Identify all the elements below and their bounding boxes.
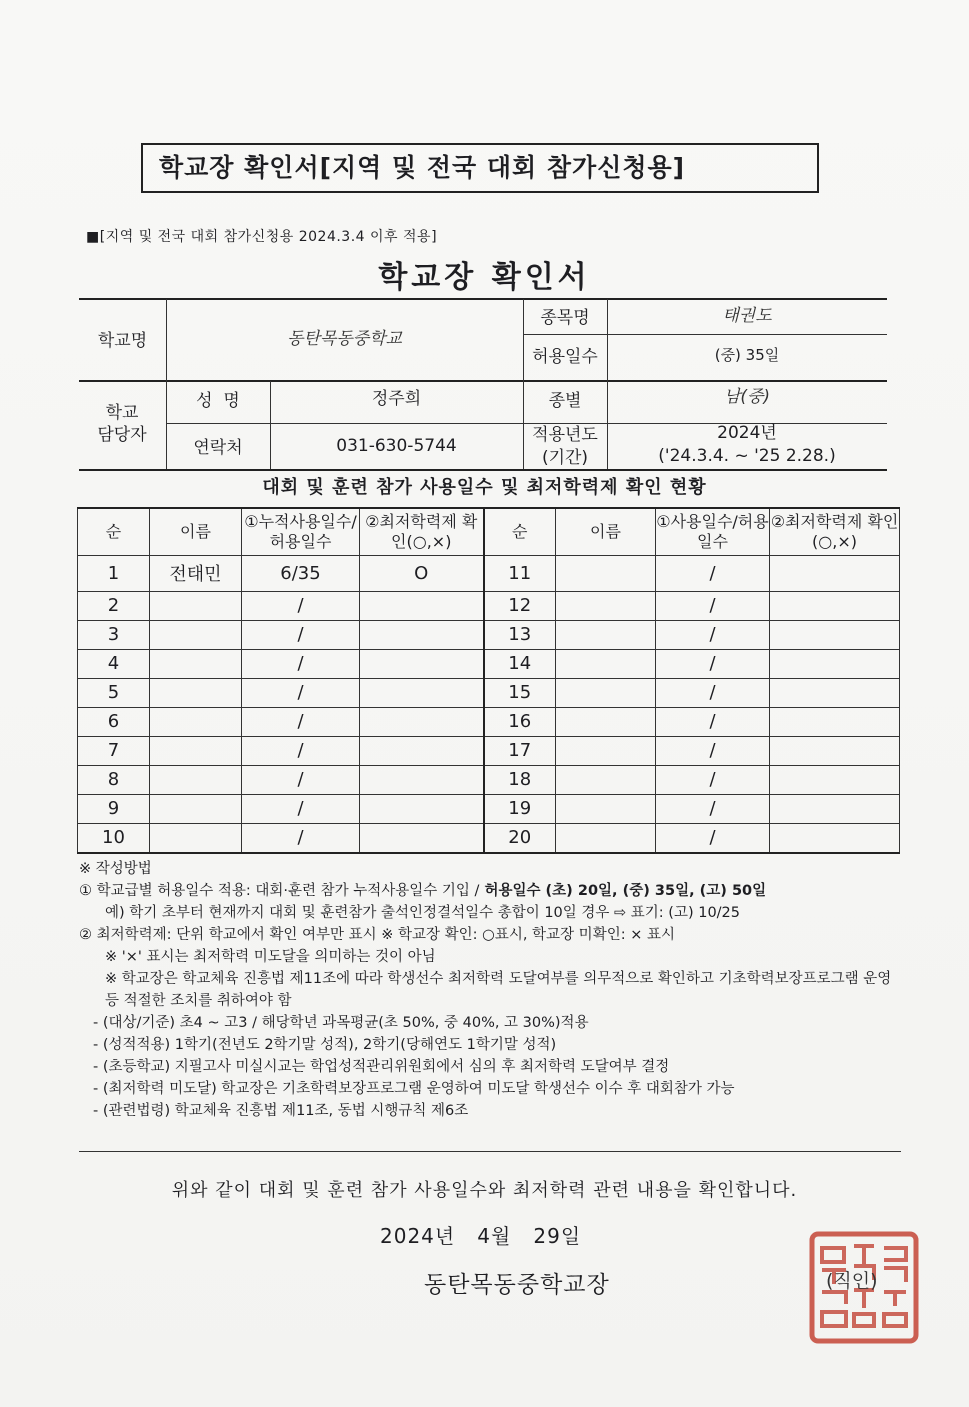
section-title: 대회 및 훈련 참가 사용일수 및 최저학력제 확인 현황 xyxy=(262,477,707,498)
row-seq: 11 xyxy=(484,556,556,592)
header-check: ②최저학력제 확인(○,×) xyxy=(360,508,484,556)
note-not-reached: - (최저학력 미도달) 학교장은 기초학력보장프로그램 운영하여 미도달 학생선수 이수 후 대회참가 가능 xyxy=(93,1081,735,1097)
header-name: 이름 xyxy=(150,508,242,556)
row-name xyxy=(556,620,656,649)
row-name xyxy=(556,591,656,620)
row-seq: 14 xyxy=(484,649,556,678)
row-days: / xyxy=(656,794,770,823)
usage-table xyxy=(77,507,900,854)
row-seq: 16 xyxy=(484,707,556,736)
row-check xyxy=(770,620,900,649)
row-days: / xyxy=(242,591,360,620)
row-days: / xyxy=(656,707,770,736)
row-name xyxy=(150,823,242,853)
row-name xyxy=(150,794,242,823)
note-principal-duty: ※ 학교장은 학교체육 진흥법 제11조에 따라 학생선수 최저학력 도달여부를 의무적으로 확인하고 기초학력보장프로그램 운영 등 적절한 조치를 취하여야 함 xyxy=(105,971,892,1009)
sport-label: 종목명 xyxy=(540,308,590,328)
row-check xyxy=(360,649,484,678)
note-text: ① 학교급별 허용일수 적용: 대회·훈련 참가 누적사용일수 기입 / xyxy=(79,883,480,899)
note-x-mark: ※ '×' 표시는 최저학력 미도달을 의미하는 것이 아님 xyxy=(105,949,436,965)
note-target: - (대상/기준) 초4 ~ 고3 / 해당학년 과목평균(초 50%, 중 40%, 고 30%)적용 xyxy=(93,1015,589,1031)
row-days: / xyxy=(656,736,770,765)
year-label-period: (기간) xyxy=(541,448,589,468)
row-days: 6/35 xyxy=(242,556,360,592)
table-row xyxy=(78,736,900,765)
row-days: / xyxy=(656,823,770,853)
row-check xyxy=(360,823,484,853)
row-name xyxy=(556,556,656,592)
row-check xyxy=(770,736,900,765)
row-seq: 20 xyxy=(484,823,556,853)
row-name xyxy=(556,823,656,853)
row-seq: 6 xyxy=(78,707,150,736)
row-days: / xyxy=(242,620,360,649)
table-row xyxy=(78,678,900,707)
row-name xyxy=(150,736,242,765)
row-name xyxy=(556,765,656,794)
row-days: / xyxy=(656,556,770,592)
note-bold-text: 허용일수 (초) 20일, (중) 35일, (고) 50일 xyxy=(479,883,767,899)
row-name xyxy=(150,620,242,649)
row-days: / xyxy=(242,678,360,707)
gender-value: 남(중) xyxy=(723,387,771,407)
row-check xyxy=(770,765,900,794)
gender-label: 종별 xyxy=(548,391,582,411)
row-name xyxy=(150,649,242,678)
row-name: 전태민 xyxy=(150,556,242,592)
row-days: / xyxy=(242,649,360,678)
row-days: / xyxy=(656,678,770,707)
table-row xyxy=(78,556,900,592)
contact-value: 031-630-5744 xyxy=(336,436,457,456)
row-seq: 9 xyxy=(78,794,150,823)
row-check xyxy=(360,678,484,707)
row-check xyxy=(360,591,484,620)
row-check xyxy=(770,794,900,823)
row-check xyxy=(770,823,900,853)
row-seq: 18 xyxy=(484,765,556,794)
row-check xyxy=(360,794,484,823)
note-min-grade: ② 최저학력제: 단위 학교에서 확인 여부만 표시 ※ 학교장 확인: ○표시, 학교장 미확인: × 표시 xyxy=(79,927,675,943)
allowed-days-value: (중) 35일 xyxy=(714,346,780,364)
school-value: 동탄목동중학교 xyxy=(287,329,402,349)
row-days: / xyxy=(242,736,360,765)
row-days: / xyxy=(242,765,360,794)
row-seq: 2 xyxy=(78,591,150,620)
row-name xyxy=(150,591,242,620)
row-days: / xyxy=(656,591,770,620)
row-name xyxy=(556,649,656,678)
manager-label: 학교 담당자 xyxy=(97,403,147,446)
contact-label: 연락처 xyxy=(193,438,243,458)
row-check xyxy=(360,620,484,649)
year-label: 적용년도 xyxy=(532,425,598,445)
row-check xyxy=(360,707,484,736)
row-days: / xyxy=(242,823,360,853)
note-example: 예) 학기 초부터 현재까지 대회 및 훈련참가 출석인정결석일수 총합이 10일 경우 ⇨ 표기: (고) 10/25 xyxy=(105,905,741,921)
row-check xyxy=(770,649,900,678)
table-row xyxy=(78,649,900,678)
row-days: / xyxy=(656,649,770,678)
row-check xyxy=(360,765,484,794)
table-row xyxy=(78,707,900,736)
row-name xyxy=(150,678,242,707)
header-days: ①누적사용일수/허용일수 xyxy=(242,508,360,556)
row-days: / xyxy=(242,707,360,736)
row-check xyxy=(770,556,900,592)
row-seq: 3 xyxy=(78,620,150,649)
note-allowed-days xyxy=(79,880,901,902)
document-subheading: ■[지역 및 전국 대회 참가신청용 2024.3.4 이후 적용] xyxy=(86,229,438,245)
year-value: 2024년 xyxy=(717,423,777,443)
row-seq: 12 xyxy=(484,591,556,620)
principal-name: 동탄목동중학교장 xyxy=(424,1272,610,1298)
seal-mark-text: (직인) xyxy=(826,1270,878,1292)
row-name xyxy=(556,678,656,707)
row-check: O xyxy=(360,556,484,592)
document-main-title: 학교장 확인서 xyxy=(378,260,591,295)
row-seq: 1 xyxy=(78,556,150,592)
row-seq: 19 xyxy=(484,794,556,823)
header-check: ②최저학력제 확인(○,×) xyxy=(770,508,900,556)
row-days: / xyxy=(242,794,360,823)
row-name xyxy=(556,794,656,823)
header-name: 이름 xyxy=(556,508,656,556)
table-row xyxy=(78,591,900,620)
name-value: 정주희 xyxy=(371,389,422,409)
row-seq: 8 xyxy=(78,765,150,794)
issue-date: 2024년 4월 29일 xyxy=(380,1224,582,1248)
sport-value: 태권도 xyxy=(722,306,772,326)
row-check xyxy=(770,591,900,620)
period-value: ('24.3.4. ~ '25 2.28.) xyxy=(658,446,836,466)
row-check xyxy=(770,707,900,736)
table-row xyxy=(78,620,900,649)
row-check xyxy=(360,736,484,765)
note-elementary: - (초등학교) 지필고사 미실시교는 학업성적관리위원회에서 심의 후 최저학력 도달여부 결정 xyxy=(93,1059,670,1075)
note-law: - (관련법령) 학교체육 진흥법 제11조, 동법 시행규칙 제6조 xyxy=(93,1103,469,1119)
table-row xyxy=(78,794,900,823)
name-label: 성 명 xyxy=(196,391,240,411)
row-name xyxy=(150,765,242,794)
header-days: ①사용일수/허용일수 xyxy=(656,508,770,556)
row-seq: 15 xyxy=(484,678,556,707)
note-grades: - (성적적용) 1학기(전년도 2학기말 성적), 2학기(당해연도 1학기말 성적) xyxy=(93,1037,557,1053)
table-row xyxy=(78,823,900,853)
table-row xyxy=(78,765,900,794)
row-name xyxy=(556,707,656,736)
row-check xyxy=(770,678,900,707)
row-days: / xyxy=(656,620,770,649)
notes-heading: ※ 작성방법 xyxy=(79,861,152,877)
instructions xyxy=(79,858,901,1122)
row-seq: 10 xyxy=(78,823,150,853)
row-seq: 17 xyxy=(484,736,556,765)
header-seq: 순 xyxy=(484,508,556,556)
document-box-title: 학교장 확인서[지역 및 전국 대회 참가신청용] xyxy=(141,143,819,193)
row-name xyxy=(150,707,242,736)
row-name xyxy=(556,736,656,765)
row-days: / xyxy=(656,765,770,794)
confirmation-statement: 위와 같이 대회 및 훈련 참가 사용일수와 최저학력 관련 내용을 확인합니다. xyxy=(171,1180,798,1201)
row-seq: 5 xyxy=(78,678,150,707)
row-seq: 13 xyxy=(484,620,556,649)
school-label: 학교명 xyxy=(97,331,148,351)
row-seq: 7 xyxy=(78,736,150,765)
allowed-days-label: 허용일수 xyxy=(532,347,598,367)
row-seq: 4 xyxy=(78,649,150,678)
header-seq: 순 xyxy=(78,508,150,556)
